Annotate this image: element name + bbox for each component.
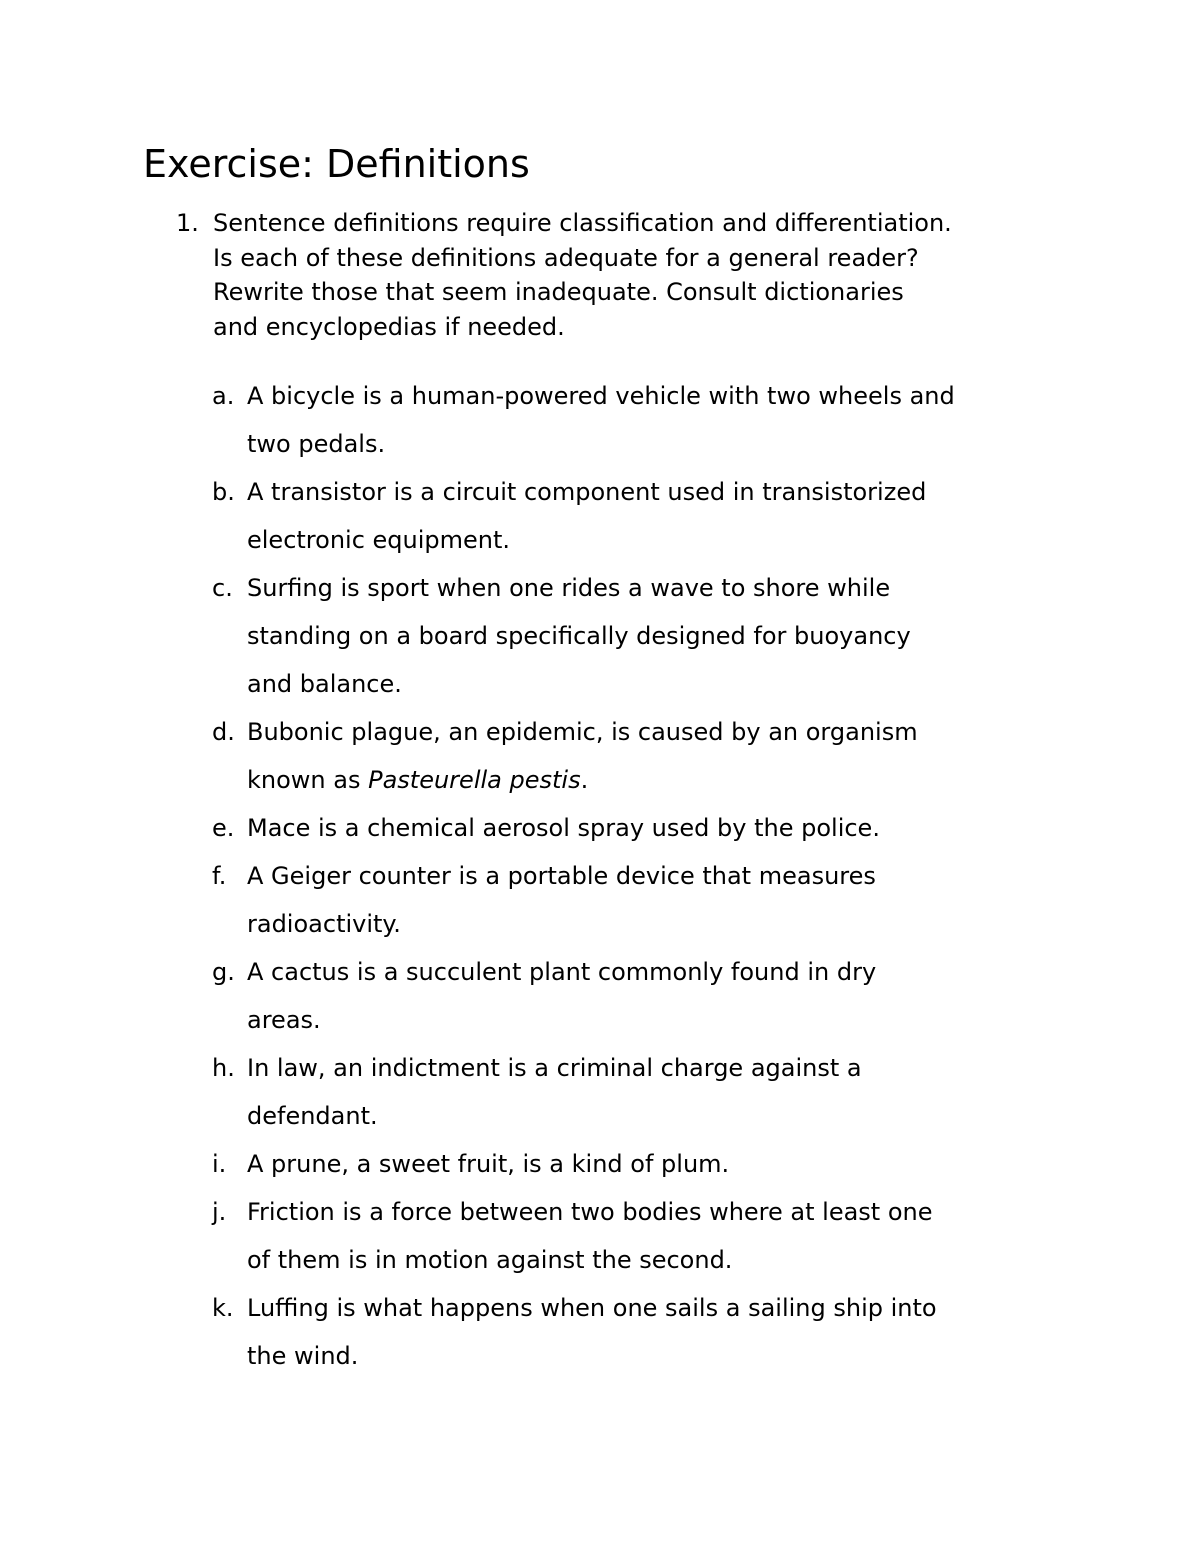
item-line: areas. xyxy=(247,1006,321,1034)
item-text-prefix: known as xyxy=(247,766,369,794)
list-item-e xyxy=(212,804,1092,852)
item-line: In law, an indictment is a criminal charge against a xyxy=(247,1054,862,1082)
item-text xyxy=(247,852,1092,948)
item-line: defendant. xyxy=(247,1102,378,1130)
item-text xyxy=(247,948,1092,1044)
list-item-j xyxy=(212,1188,1092,1284)
question-line: Rewrite those that seem inadequate. Consult dictionaries xyxy=(213,278,904,306)
item-letter: i. xyxy=(212,1150,227,1178)
item-line: Mace is a chemical aerosol spray used by the police. xyxy=(247,814,880,842)
item-text xyxy=(247,1140,1092,1188)
list-item-c xyxy=(212,564,1092,708)
item-line: and balance. xyxy=(247,670,402,698)
item-line: two pedals. xyxy=(247,430,386,458)
item-letter: g. xyxy=(212,958,235,986)
list-item-a xyxy=(212,372,1092,468)
item-line: A prune, a sweet fruit, is a kind of plum. xyxy=(247,1150,730,1178)
item-text xyxy=(247,564,1092,708)
item-text xyxy=(247,1284,1092,1380)
list-item-k xyxy=(212,1284,1092,1380)
item-line: the wind. xyxy=(247,1342,359,1370)
definitions-list xyxy=(212,372,1092,1380)
list-item-d xyxy=(212,708,1092,804)
item-letter: h. xyxy=(212,1054,235,1082)
question-text xyxy=(213,206,1073,344)
item-letter: j. xyxy=(212,1198,227,1226)
item-text xyxy=(247,468,1092,564)
item-text xyxy=(247,372,1092,468)
question-line: Sentence definitions require classification and differentiation. xyxy=(213,209,952,237)
item-line: of them is in motion against the second. xyxy=(247,1246,733,1274)
item-text-suffix: . xyxy=(580,766,589,794)
question-line: Is each of these definitions adequate for a general reader? xyxy=(213,243,919,272)
item-letter: d. xyxy=(212,718,235,746)
question-1 xyxy=(176,206,1076,344)
item-letter: k. xyxy=(212,1294,234,1322)
item-line: A cactus is a succulent plant commonly found in dry xyxy=(247,958,877,986)
item-line: A Geiger counter is a portable device that measures xyxy=(247,862,876,890)
list-item-g xyxy=(212,948,1092,1044)
item-line: Bubonic plague, an epidemic, is caused by an organism xyxy=(247,718,918,746)
italic-species-name: Pasteurella pestis xyxy=(368,766,581,794)
list-item-h xyxy=(212,1044,1092,1140)
item-text xyxy=(247,1044,1092,1140)
item-line: radioactivity. xyxy=(247,910,401,938)
item-line: A bicycle is a human-powered vehicle with two wheels and xyxy=(247,382,955,410)
item-text xyxy=(247,1188,1092,1284)
item-text xyxy=(247,708,1092,804)
item-text xyxy=(247,804,1092,852)
item-letter: e. xyxy=(212,814,235,842)
item-line: Luffing is what happens when one sails a sailing ship into xyxy=(247,1294,937,1322)
question-number: 1. xyxy=(176,209,199,237)
list-item-i xyxy=(212,1140,1092,1188)
item-letter: b. xyxy=(212,478,235,506)
question-line: and encyclopedias if needed. xyxy=(213,312,565,341)
item-line-mixed xyxy=(247,756,1092,804)
item-line: standing on a board specifically designed for buoyancy xyxy=(247,622,911,650)
item-line: A transistor is a circuit component used in transistorized xyxy=(247,478,927,506)
item-line: Friction is a force between two bodies where at least one xyxy=(247,1198,933,1226)
item-letter: c. xyxy=(212,574,233,602)
list-item-f xyxy=(212,852,1092,948)
item-letter: f. xyxy=(212,862,227,890)
item-letter: a. xyxy=(212,382,235,410)
item-line: electronic equipment. xyxy=(247,526,511,554)
list-item-b xyxy=(212,468,1092,564)
item-line: Surfing is sport when one rides a wave to shore while xyxy=(247,574,891,602)
page-title: Exercise: Definitions xyxy=(143,142,530,186)
